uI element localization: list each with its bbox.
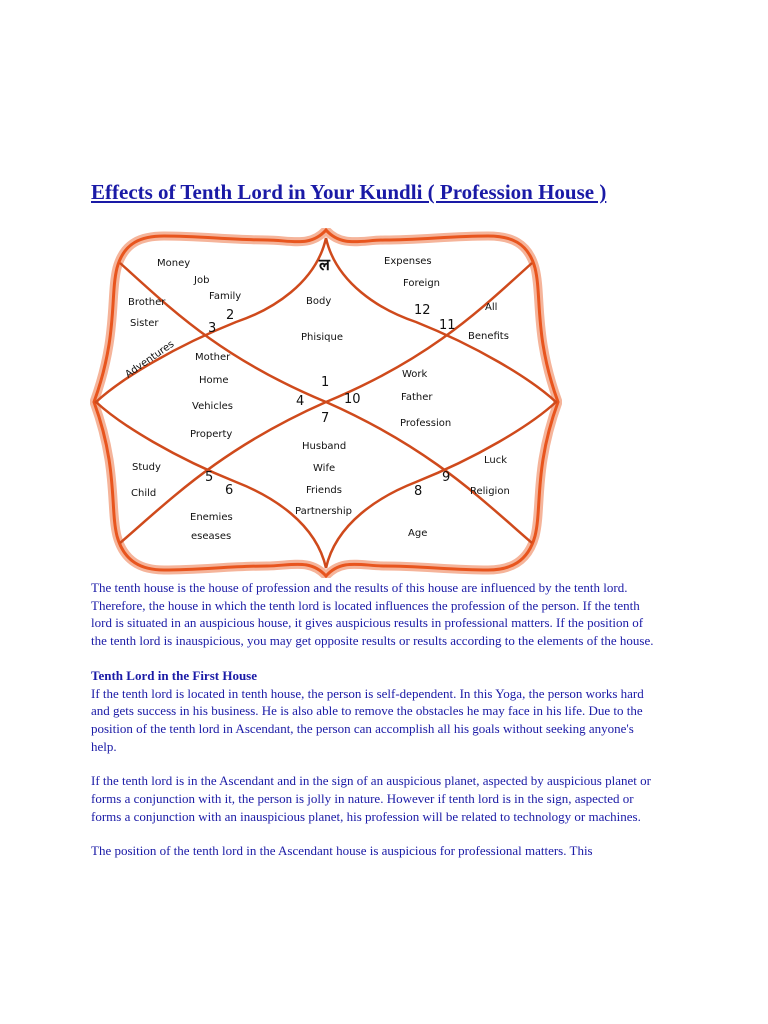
house-number: 5	[205, 470, 214, 485]
house-number: 10	[344, 392, 361, 407]
label-job: Job	[194, 275, 210, 286]
house-number: 1	[321, 375, 330, 390]
house-number: 12	[414, 303, 431, 318]
house-number: 2	[226, 308, 235, 323]
house-number: 11	[439, 318, 456, 333]
section-heading: Tenth Lord in the First House	[91, 667, 258, 683]
label-age: Age	[408, 528, 428, 539]
label-benefits: Benefits	[468, 331, 509, 342]
house-number: 9	[442, 470, 451, 485]
label-foreign: Foreign	[403, 278, 441, 289]
label-husband: Husband	[302, 441, 347, 452]
label-profession: Profession	[400, 418, 452, 429]
label-enemies: Enemies	[190, 512, 233, 523]
label-study: Study	[132, 462, 161, 473]
kundli-svg	[90, 228, 562, 578]
label-body: Body	[306, 296, 332, 307]
body-paragraph: If the tenth lord is in the Ascendant and in the sign of an auspicious planet, aspected by auspicious planet or forms a conjunction with it, the person is jolly in nature. However if tenth lord is in the sign, aspected or forms a conjunction with an inauspicious planet, his profession will be related to technology or machines.	[91, 773, 651, 824]
intro-paragraph: The tenth house is the house of profession and the results of this house are influenced by the tenth lord. Therefore, the house in which the tenth lord is located influences the profession of the person. If the tenth lord is situated in an auspicious house, it gives auspicious results in professional matters. If the position of the tenth lord is inauspicious, you may get opposite results or results according to the elements of the house.	[91, 580, 654, 649]
house-number: 3	[208, 321, 217, 336]
label-home: Home	[199, 375, 229, 386]
house-number: 8	[414, 484, 423, 499]
label-property: Property	[190, 429, 233, 440]
body-paragraph: The position of the tenth lord in the Ascendant house is auspicious for professional matters. This	[91, 843, 593, 859]
symbol-lagna: ल	[319, 255, 330, 274]
article-body	[91, 579, 656, 877]
label-phisique: Phisique	[301, 332, 343, 343]
label-father: Father	[401, 392, 433, 403]
label-money: Money	[157, 258, 191, 269]
house-number: 7	[321, 411, 330, 426]
label-work: Work	[402, 369, 428, 380]
kundli-chart	[90, 228, 562, 578]
label-adventures: Adventures	[123, 338, 177, 381]
label-wife: Wife	[313, 463, 336, 474]
body-paragraph: If the tenth lord is located in tenth house, the person is self-dependent. In this Yoga, the person works hard and gets success in his business. He is also able to remove the obstacles he may face in his life. Due to the position of the tenth lord in Ascendant, the person can accomplish all his goals without seeking anyone's help.	[91, 685, 644, 754]
house-number: 6	[225, 483, 234, 498]
page-title[interactable]: Effects of Tenth Lord in Your Kundli ( Profession House )	[91, 180, 607, 204]
label-partnership: Partnership	[295, 506, 353, 517]
house-number: 4	[296, 394, 305, 409]
label-child: Child	[131, 488, 157, 499]
label-family: Family	[209, 291, 242, 302]
label-religion: Religion	[470, 486, 510, 497]
label-vehicles: Vehicles	[192, 401, 233, 412]
label-all: All	[485, 302, 498, 313]
label-expenses: Expenses	[384, 256, 432, 267]
label-brother: Brother	[128, 297, 166, 308]
label-friends: Friends	[306, 485, 342, 496]
label-luck: Luck	[484, 455, 508, 466]
label-mother: Mother	[195, 352, 231, 363]
label-sister: Sister	[130, 318, 159, 329]
label-diseases: eseases	[191, 531, 232, 542]
